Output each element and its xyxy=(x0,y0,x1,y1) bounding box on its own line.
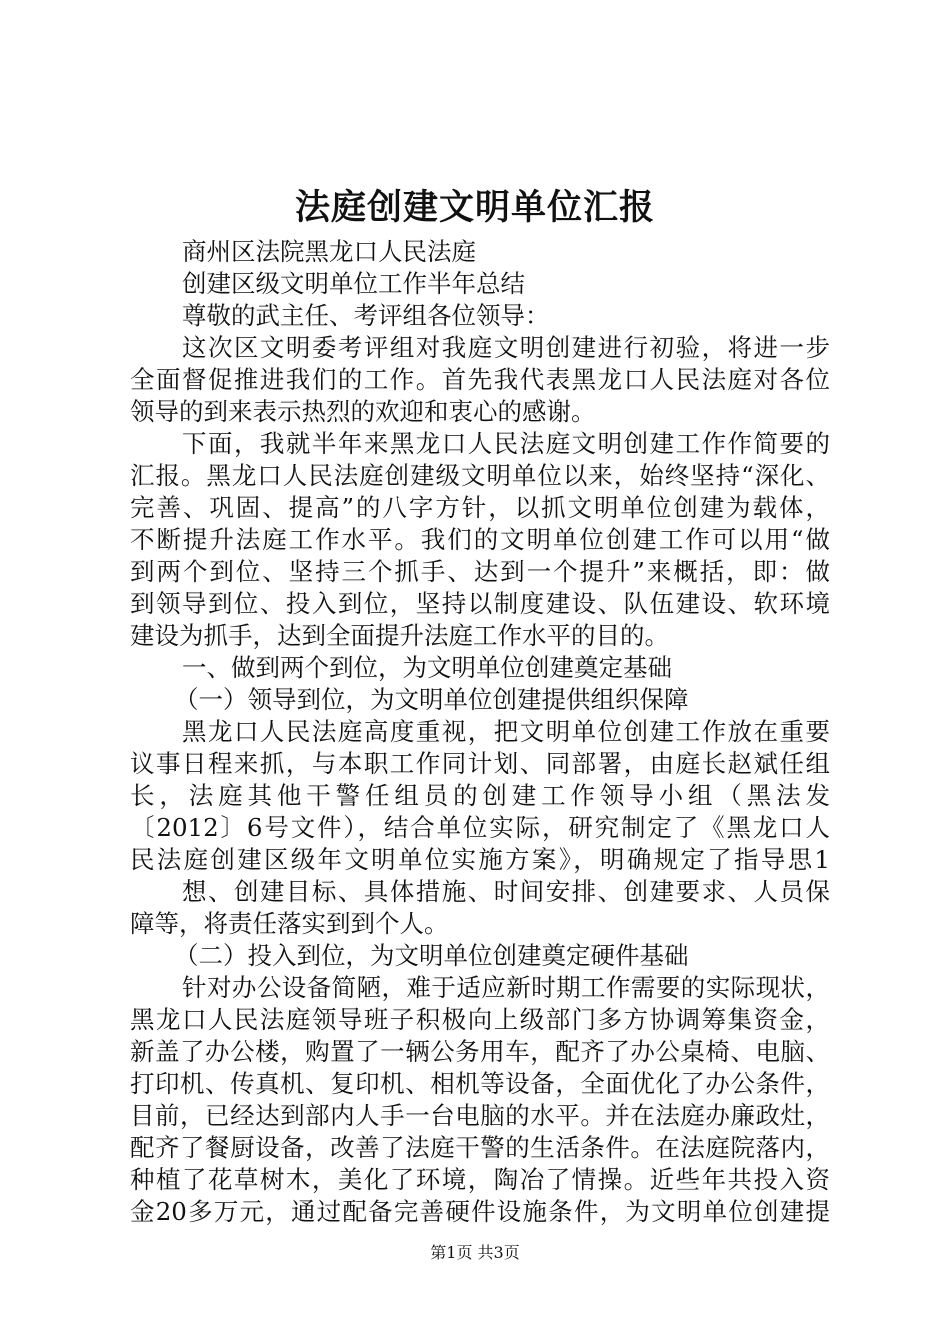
text-line: 建设为抓手，达到全面提升法庭工作水平的目的。 xyxy=(130,621,669,650)
text-line: 尊敬的武主任、考评组各位领导： xyxy=(182,301,550,330)
text-line: 下面，我就半年来黑龙口人民法庭文明创建工作作简要的 xyxy=(182,429,830,458)
subsection-heading: （一）领导到位，为文明单位创建提供组织保障 xyxy=(174,685,689,714)
text-line: 金20多万元，通过配备完善硬件设施条件，为文明单位创建提 xyxy=(130,1197,830,1226)
text-line: 到两个到位、坚持三个抓手、达到一个提升”来概括，即：做 xyxy=(130,557,830,586)
text-line: 汇报。黑龙口人民法庭创建级文明单位以来，始终坚持“深化、 xyxy=(130,461,830,490)
text-line: 领导的到来表示热烈的欢迎和衷心的感谢。 xyxy=(130,397,596,426)
text-line: 议事日程来抓，与本职工作同计划、同部署，由庭长赵斌任组 xyxy=(130,749,830,778)
text-line: 新盖了办公楼，购置了一辆公务用车，配齐了办公桌椅、电脑、 xyxy=(130,1037,830,1066)
text-line: 民法庭创建区级年文明单位实施方案》，明确规定了指导思1 xyxy=(130,845,830,874)
text-line: 打印机、传真机、复印机、相机等设备，全面优化了办公条件， xyxy=(130,1069,830,1098)
text-line: 不断提升法庭工作水平。我们的文明单位创建工作可以用“做 xyxy=(130,525,830,554)
text-line: 到领导到位、投入到位，坚持以制度建设、队伍建设、软环境 xyxy=(130,589,830,618)
text-line: 〔2012〕6号文件），结合单位实际，研究制定了《黑龙口人 xyxy=(130,813,830,842)
subsection-heading: （二）投入到位，为文明单位创建奠定硬件基础 xyxy=(174,941,689,970)
text-line: 黑龙口人民法庭高度重视，把文明单位创建工作放在重要 xyxy=(182,717,830,746)
text-line: 目前，已经达到部内人手一台电脑的水平。并在法庭办廉政灶， xyxy=(130,1101,830,1130)
text-line: 完善、巩固、提高”的八字方针，以抓文明单位创建为载体， xyxy=(130,493,830,522)
text-line: 长，法庭其他干警任组员的创建工作领导小组（黑法发 xyxy=(130,781,830,810)
document-body xyxy=(130,236,830,1228)
text-line: 种植了花草树木，美化了环境，陶冶了情操。近些年共投入资 xyxy=(130,1165,830,1194)
page-footer: 第1页 共3页 xyxy=(430,1243,520,1262)
text-line: 黑龙口人民法庭领导班子积极向上级部门多方协调筹集资金， xyxy=(130,1005,830,1034)
text-line: 全面督促推进我们的工作。首先我代表黑龙口人民法庭对各位 xyxy=(130,365,830,394)
text-line: 想、创建目标、具体措施、时间安排、创建要求、人员保 xyxy=(182,877,830,906)
text-line: 商州区法院黑龙口人民法庭 xyxy=(182,237,476,266)
text-line: 障等，将责任落实到到个人。 xyxy=(130,909,449,938)
text-line: 配齐了餐厨设备，改善了法庭干警的生活条件。在法庭院落内， xyxy=(130,1133,830,1162)
text-line: 这次区文明委考评组对我庭文明创建进行初验，将进一步 xyxy=(182,333,830,362)
text-line: 针对办公设备简陋，难于适应新时期工作需要的实际现状， xyxy=(182,973,830,1002)
document-title: 法庭创建文明单位汇报 xyxy=(294,187,655,228)
text-line: 创建区级文明单位工作半年总结 xyxy=(182,269,525,298)
section-heading: 一、做到两个到位，为文明单位创建奠定基础 xyxy=(182,653,672,682)
